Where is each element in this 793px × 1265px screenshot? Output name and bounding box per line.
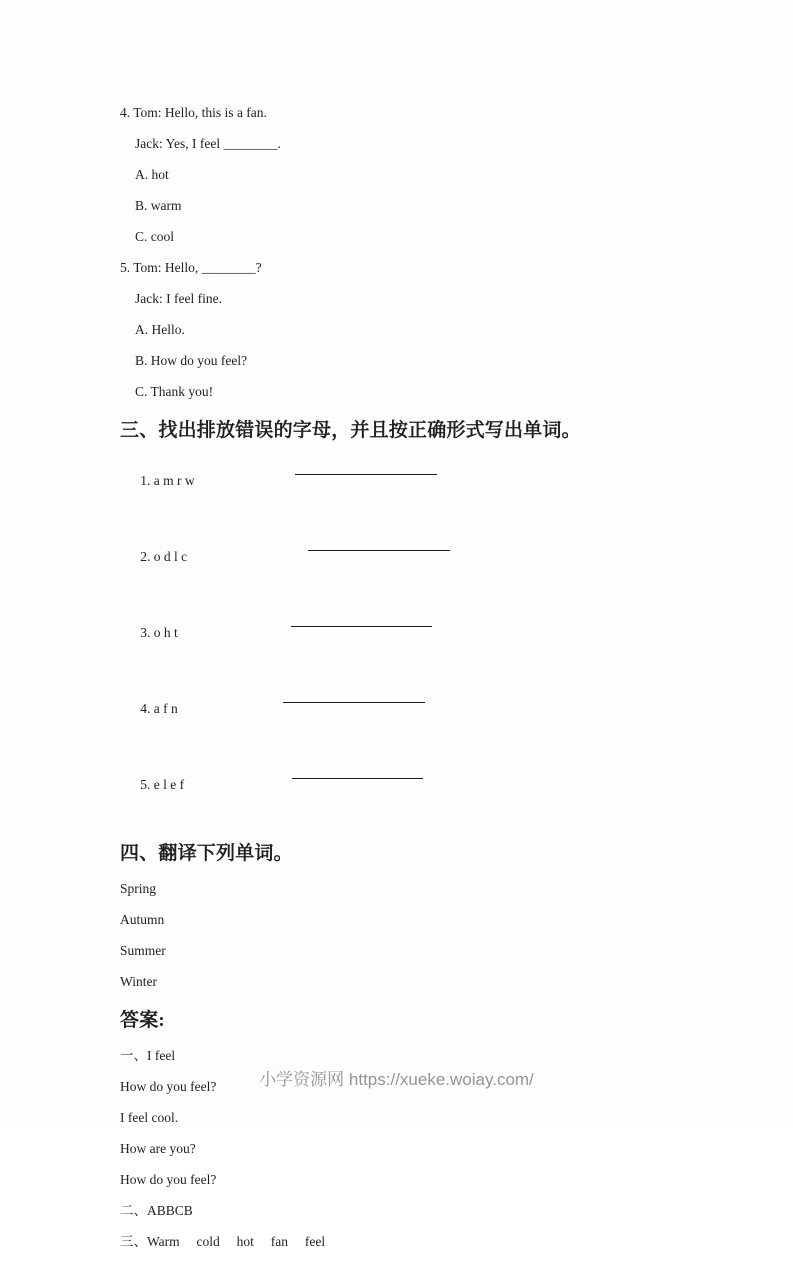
translation-word-summer: Summer	[120, 943, 166, 958]
question-5-reply: Jack: I feel fine.	[135, 291, 222, 306]
footer-site-text: 小学资源网 https://xueke.woiay.com/	[259, 1070, 534, 1089]
answer-line-5: How do you feel?	[120, 1172, 217, 1187]
scramble-item-2	[120, 534, 738, 594]
scramble-item-4	[120, 686, 738, 746]
translation-word-winter: Winter	[120, 974, 157, 989]
answer-line-3: I feel cool.	[120, 1110, 179, 1125]
question-5-option-a: A. Hello.	[135, 322, 185, 337]
question-4-reply: Jack: Yes, I feel ________.	[135, 136, 281, 151]
scramble-item-5-label: 5. e l e f	[140, 777, 185, 792]
scramble-item-2-label: 2. o d l c	[140, 549, 188, 564]
scramble-item-3	[120, 610, 738, 670]
answer-line-7: 三、Warm cold hot fan feel	[120, 1234, 326, 1249]
question-5-prompt: 5. Tom: Hello, ________?	[120, 260, 262, 275]
answer-line-4: How are you?	[120, 1141, 196, 1156]
question-4-option-c: C. cool	[135, 229, 174, 244]
footer-watermark	[0, 1070, 793, 1090]
answers-heading: 答案:	[120, 1010, 165, 1031]
answer-blank-3	[291, 626, 432, 627]
answer-blank-5	[292, 778, 423, 779]
scramble-item-1	[120, 458, 738, 518]
scramble-item-5	[120, 762, 738, 822]
answer-blank-1	[295, 474, 437, 475]
question-4-option-a: A. hot	[135, 167, 169, 182]
scramble-item-4-label: 4. a f n	[140, 701, 178, 716]
worksheet-content	[120, 105, 738, 1265]
question-5-option-c: C. Thank you!	[135, 384, 214, 399]
scramble-item-3-label: 3. o h t	[140, 625, 178, 640]
question-4-prompt: 4. Tom: Hello, this is a fan.	[120, 105, 267, 120]
question-4-option-b: B. warm	[135, 198, 182, 213]
section-3-heading: 三、找出排放错误的字母，并且按正确形式写出单词。	[120, 420, 581, 441]
answer-line-6: 二、ABBCB	[120, 1203, 193, 1218]
translation-word-spring: Spring	[120, 881, 157, 896]
answer-blank-2	[308, 550, 450, 551]
question-5-option-b: B. How do you feel?	[135, 353, 248, 368]
answer-blank-4	[283, 702, 425, 703]
section-4-heading: 四、翻译下列单词。	[120, 843, 293, 864]
scramble-item-1-label: 1. a m r w	[140, 473, 195, 488]
answer-line-2: How do you feel?	[120, 1079, 217, 1094]
answer-line-1: 一、I feel	[120, 1048, 176, 1063]
translation-word-autumn: Autumn	[120, 912, 165, 927]
